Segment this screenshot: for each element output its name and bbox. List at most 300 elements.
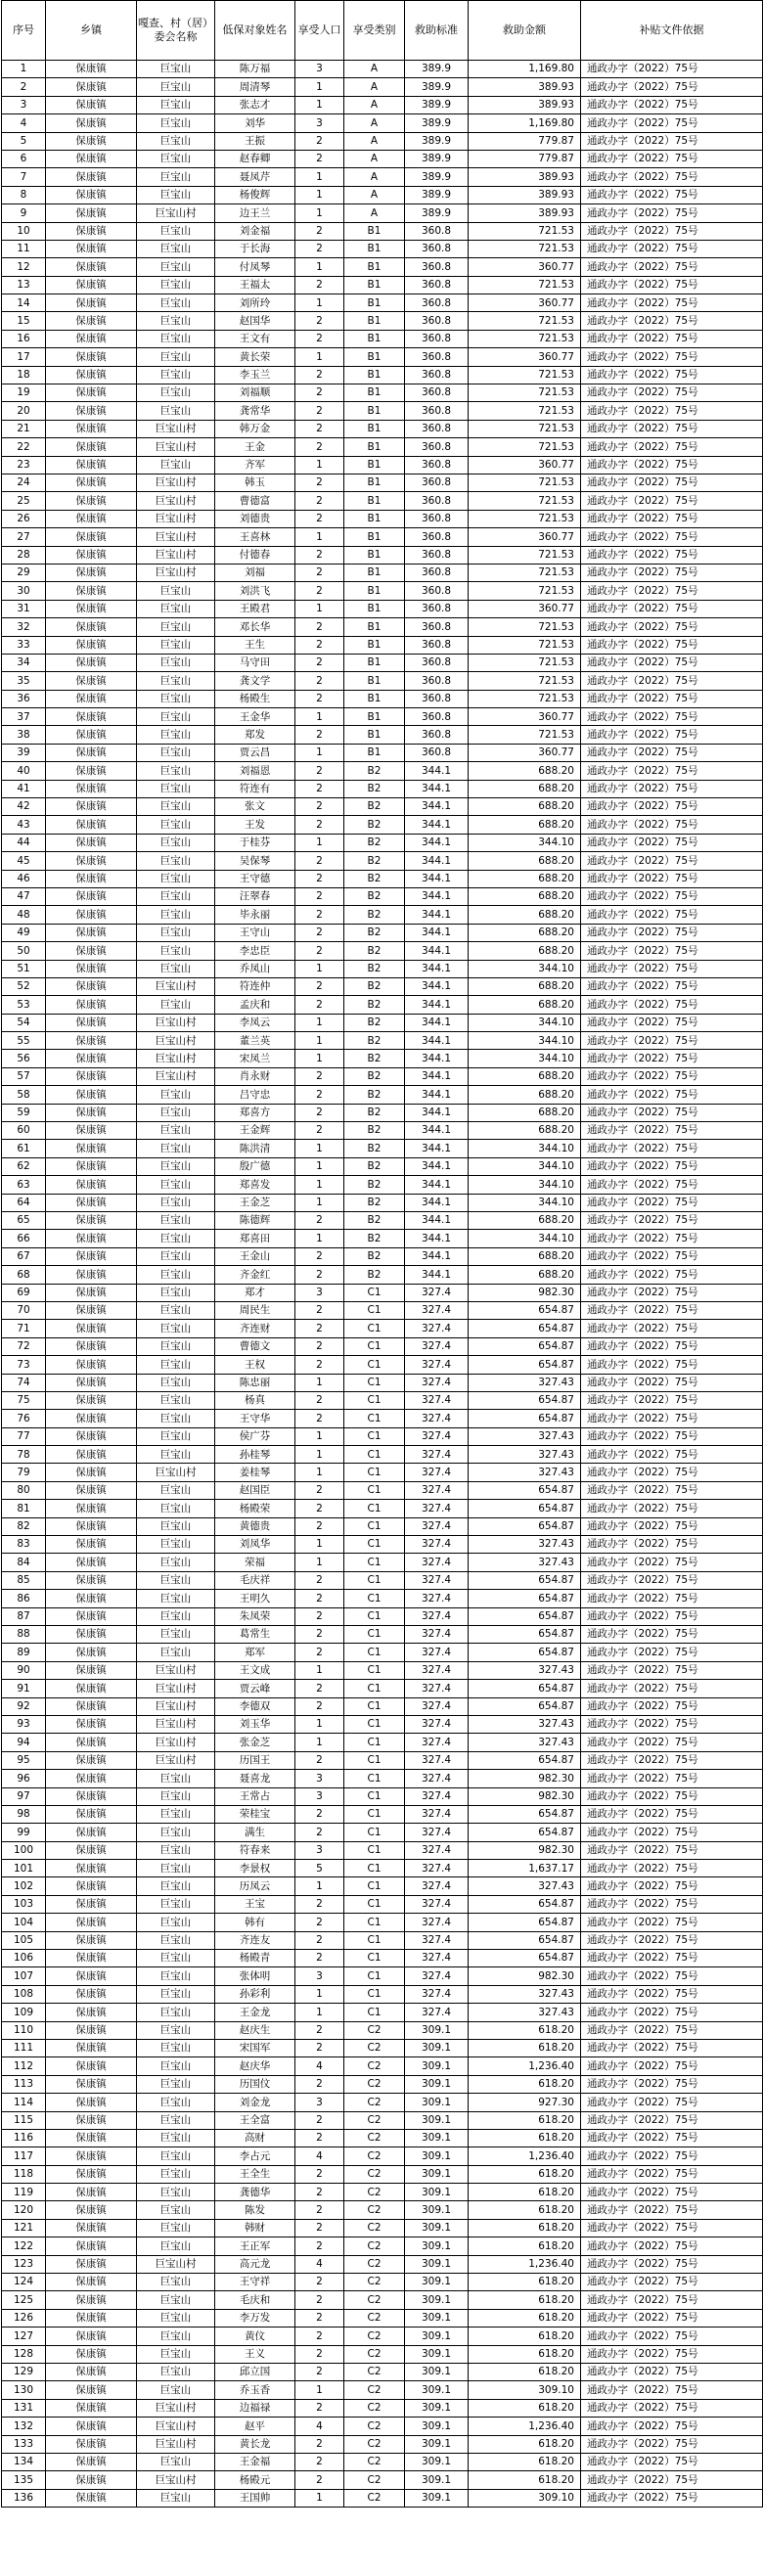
cell-standard: 344.1 [405,942,469,960]
table-row [2,1967,763,1985]
table-row [2,1715,763,1733]
cell-name: 陈洪清 [215,1140,295,1157]
cell-persons: 1 [295,78,344,96]
cell-standard: 327.4 [405,1517,469,1535]
cell-town: 保康镇 [46,1374,137,1391]
cell-standard: 309.1 [405,2327,469,2345]
table-row [2,2021,763,2039]
cell-standard: 344.1 [405,977,469,995]
cell-town: 保康镇 [46,960,137,977]
cell-name: 杨殿荣 [215,1500,295,1517]
cell-persons: 2 [295,942,344,960]
cell-seq: 86 [2,1590,46,1607]
cell-village: 巨宝山 [137,1481,215,1499]
cell-standard: 327.4 [405,2004,469,2021]
cell-village: 巨宝山 [137,2291,215,2309]
cell-standard: 327.4 [405,1644,469,1661]
cell-basis: 通政办字（2022）75号 [581,528,763,546]
cell-amount: 654.87 [469,1697,581,1715]
cell-village: 巨宝山 [137,1950,215,1967]
cell-category: A [344,186,405,203]
cell-seq: 56 [2,1050,46,1067]
cell-amount: 688.20 [469,942,581,960]
cell-village: 巨宝山 [137,2309,215,2327]
cell-town: 保康镇 [46,1212,137,1230]
table-row [2,1500,763,1517]
cell-basis: 通政办字（2022）75号 [581,2201,763,2219]
cell-category: B1 [344,690,405,707]
cell-persons: 3 [295,114,344,132]
cell-seq: 27 [2,528,46,546]
cell-standard: 360.8 [405,564,469,581]
cell-basis: 通政办字（2022）75号 [581,1247,763,1265]
cell-town: 保康镇 [46,1824,137,1841]
cell-name: 郑喜田 [215,1230,295,1247]
cell-category: B1 [344,276,405,294]
cell-town: 保康镇 [46,2418,137,2435]
cell-town: 保康镇 [46,2004,137,2021]
table-row [2,762,763,780]
cell-persons: 5 [295,1860,344,1877]
cell-town: 保康镇 [46,690,137,707]
cell-name: 于长海 [215,240,295,257]
cell-name: 历凤云 [215,1877,295,1895]
cell-name: 黄长龙 [215,2435,295,2453]
cell-seq: 134 [2,2453,46,2470]
table-row [2,1301,763,1319]
cell-village: 巨宝山 [137,2327,215,2345]
cell-persons: 4 [295,2057,344,2075]
cell-name: 郑发 [215,726,295,744]
cell-standard: 360.8 [405,366,469,384]
cell-persons: 1 [295,1194,344,1211]
cell-standard: 327.4 [405,1860,469,1877]
cell-village: 巨宝山 [137,222,215,240]
cell-name: 边王兰 [215,204,295,222]
cell-persons: 2 [295,438,344,456]
cell-category: C2 [344,2075,405,2093]
cell-standard: 360.8 [405,276,469,294]
cell-village: 巨宝山 [137,960,215,977]
cell-persons: 1 [295,1536,344,1554]
cell-basis: 通政办字（2022）75号 [581,2471,763,2489]
cell-basis: 通政办字（2022）75号 [581,2219,763,2237]
cell-seq: 119 [2,2184,46,2201]
cell-name: 毕永丽 [215,906,295,924]
cell-standard: 327.4 [405,1950,469,1967]
cell-standard: 344.1 [405,1176,469,1194]
cell-seq: 19 [2,384,46,402]
cell-name: 王宝 [215,1895,295,1913]
cell-amount: 688.20 [469,1086,581,1104]
cell-persons: 2 [295,1824,344,1841]
cell-village: 巨宝山村 [137,1067,215,1085]
cell-name: 王福太 [215,276,295,294]
cell-basis: 通政办字（2022）75号 [581,186,763,203]
cell-seq: 59 [2,1104,46,1121]
table-row [2,1374,763,1391]
cell-persons: 2 [295,1481,344,1499]
cell-village: 巨宝山 [137,186,215,203]
cell-basis: 通政办字（2022）75号 [581,2147,763,2165]
cell-seq: 70 [2,1301,46,1319]
cell-amount: 654.87 [469,1337,581,1355]
cell-name: 王守德 [215,870,295,887]
cell-basis: 通政办字（2022）75号 [581,1500,763,1517]
cell-category: B1 [344,348,405,366]
cell-standard: 389.9 [405,61,469,78]
cell-name: 贾云峰 [215,1680,295,1697]
cell-persons: 2 [295,1086,344,1104]
cell-town: 保康镇 [46,1446,137,1464]
cell-town: 保康镇 [46,348,137,366]
cell-name: 张体明 [215,1967,295,1985]
cell-seq: 101 [2,1860,46,1877]
cell-persons: 2 [295,906,344,924]
cell-seq: 47 [2,887,46,905]
cell-town: 保康镇 [46,2274,137,2291]
table-row [2,708,763,726]
cell-category: C2 [344,2255,405,2273]
cell-village: 巨宝山村 [137,492,215,510]
cell-amount: 688.20 [469,1212,581,1230]
cell-name: 曹德文 [215,1337,295,1355]
table-row [2,1337,763,1355]
cell-amount: 721.53 [469,474,581,491]
cell-seq: 20 [2,402,46,420]
cell-persons: 2 [295,2039,344,2056]
cell-standard: 327.4 [405,1410,469,1427]
cell-village: 巨宝山 [137,2381,215,2399]
cell-village: 巨宝山 [137,1931,215,1949]
cell-town: 保康镇 [46,1914,137,1931]
table-row [2,1086,763,1104]
cell-village: 巨宝山 [137,456,215,474]
header-town: 乡镇 [46,1,137,61]
cell-basis: 通政办字（2022）75号 [581,708,763,726]
cell-basis: 通政办字（2022）75号 [581,977,763,995]
cell-town: 保康镇 [46,1680,137,1697]
header-category: 享受类别 [344,1,405,61]
cell-amount: 688.20 [469,887,581,905]
cell-category: B1 [344,438,405,456]
cell-seq: 84 [2,1554,46,1571]
cell-basis: 通政办字（2022）75号 [581,2039,763,2056]
cell-name: 孙彩利 [215,1985,295,2003]
cell-seq: 15 [2,312,46,330]
cell-persons: 1 [295,600,344,617]
cell-town: 保康镇 [46,2201,137,2219]
cell-amount: 721.53 [469,636,581,654]
cell-name: 赵国臣 [215,1481,295,1499]
cell-amount: 688.20 [469,816,581,834]
cell-village: 巨宝山 [137,402,215,420]
table-row [2,690,763,707]
cell-amount: 327.43 [469,1464,581,1481]
cell-town: 保康镇 [46,1032,137,1050]
table-row [2,960,763,977]
cell-standard: 327.4 [405,1536,469,1554]
cell-category: B2 [344,1157,405,1175]
cell-standard: 327.4 [405,1320,469,1337]
cell-town: 保康镇 [46,2021,137,2039]
table-row [2,1410,763,1427]
cell-amount: 327.43 [469,1734,581,1751]
cell-category: B1 [344,330,405,347]
cell-persons: 2 [295,636,344,654]
cell-standard: 344.1 [405,1230,469,1247]
cell-standard: 344.1 [405,852,469,870]
cell-amount: 618.20 [469,2201,581,2219]
cell-standard: 327.4 [405,1931,469,1949]
cell-standard: 360.8 [405,312,469,330]
cell-category: B1 [344,294,405,312]
table-row [2,1212,763,1230]
cell-town: 保康镇 [46,2381,137,2399]
cell-village: 巨宝山 [137,1895,215,1913]
cell-seq: 77 [2,1427,46,1445]
cell-village: 巨宝山 [137,1247,215,1265]
cell-basis: 通政办字（2022）75号 [581,870,763,887]
cell-seq: 42 [2,798,46,816]
cell-name: 吴保琴 [215,852,295,870]
cell-seq: 6 [2,150,46,167]
cell-category: B2 [344,834,405,851]
cell-seq: 111 [2,2039,46,2056]
cell-standard: 309.1 [405,2201,469,2219]
cell-amount: 327.43 [469,1661,581,1679]
cell-basis: 通政办字（2022）75号 [581,1391,763,1409]
cell-standard: 344.1 [405,798,469,816]
cell-persons: 3 [295,1841,344,1859]
cell-amount: 618.20 [469,2111,581,2129]
cell-name: 龚德华 [215,2184,295,2201]
cell-basis: 通政办字（2022）75号 [581,258,763,276]
cell-category: C2 [344,2039,405,2056]
cell-seq: 22 [2,438,46,456]
cell-seq: 98 [2,1805,46,1823]
cell-basis: 通政办字（2022）75号 [581,1536,763,1554]
table-row [2,2004,763,2021]
table-row [2,887,763,905]
cell-seq: 4 [2,114,46,132]
cell-village: 巨宝山村 [137,2471,215,2489]
cell-seq: 64 [2,1194,46,1211]
table-row [2,2039,763,2056]
cell-seq: 97 [2,1787,46,1805]
cell-town: 保康镇 [46,600,137,617]
cell-persons: 1 [295,1715,344,1733]
table-row [2,2094,763,2111]
cell-amount: 721.53 [469,438,581,456]
cell-amount: 327.43 [469,1446,581,1464]
header-amount: 救助金额 [469,1,581,61]
cell-persons: 1 [295,708,344,726]
table-row [2,1284,763,1301]
cell-town: 保康镇 [46,744,137,761]
table-row [2,61,763,78]
cell-town: 保康镇 [46,1931,137,1949]
cell-persons: 2 [295,384,344,402]
cell-standard: 360.8 [405,258,469,276]
cell-persons: 2 [295,492,344,510]
cell-name: 姜桂琴 [215,1464,295,1481]
cell-seq: 43 [2,816,46,834]
cell-category: C1 [344,1536,405,1554]
table-row [2,780,763,797]
cell-name: 李忠臣 [215,942,295,960]
cell-name: 毛庆祥 [215,1571,295,1589]
cell-amount: 688.20 [469,906,581,924]
cell-basis: 通政办字（2022）75号 [581,852,763,870]
cell-persons: 2 [295,2453,344,2470]
cell-amount: 344.10 [469,1194,581,1211]
cell-town: 保康镇 [46,2399,137,2417]
cell-seq: 44 [2,834,46,851]
cell-village: 巨宝山 [137,1770,215,1787]
table-row [2,2147,763,2165]
cell-town: 保康镇 [46,582,137,600]
cell-seq: 25 [2,492,46,510]
cell-persons: 2 [295,1751,344,1769]
cell-basis: 通政办字（2022）75号 [581,1860,763,1877]
cell-category: A [344,132,405,150]
cell-persons: 2 [295,977,344,995]
cell-seq: 100 [2,1841,46,1859]
cell-amount: 344.10 [469,1157,581,1175]
table-row [2,2057,763,2075]
cell-town: 保康镇 [46,1787,137,1805]
cell-amount: 327.43 [469,1877,581,1895]
cell-village: 巨宝山 [137,744,215,761]
cell-village: 巨宝山 [137,672,215,690]
cell-seq: 136 [2,2489,46,2507]
table-row [2,2129,763,2147]
cell-town: 保康镇 [46,330,137,347]
cell-town: 保康镇 [46,384,137,402]
table-row [2,2184,763,2201]
cell-seq: 123 [2,2255,46,2273]
cell-village: 巨宝山 [137,1500,215,1517]
cell-town: 保康镇 [46,528,137,546]
cell-village: 巨宝山 [137,852,215,870]
cell-name: 孟庆和 [215,996,295,1014]
cell-standard: 327.4 [405,1715,469,1733]
cell-persons: 2 [295,1895,344,1913]
cell-standard: 344.1 [405,780,469,797]
cell-seq: 30 [2,582,46,600]
cell-village: 巨宝山村 [137,1032,215,1050]
cell-amount: 327.43 [469,1715,581,1733]
cell-seq: 109 [2,2004,46,2021]
cell-category: C1 [344,1805,405,1823]
cell-basis: 通政办字（2022）75号 [581,2255,763,2273]
cell-standard: 309.1 [405,2345,469,2363]
cell-basis: 通政办字（2022）75号 [581,1734,763,1751]
table-row [2,852,763,870]
cell-town: 保康镇 [46,1176,137,1194]
cell-village: 巨宝山 [137,996,215,1014]
cell-town: 保康镇 [46,1427,137,1445]
cell-name: 杨真 [215,1391,295,1409]
cell-standard: 327.4 [405,1985,469,2003]
cell-village: 巨宝山 [137,1086,215,1104]
cell-category: B2 [344,1122,405,1140]
table-row [2,492,763,510]
cell-seq: 112 [2,2057,46,2075]
table-row [2,204,763,222]
cell-amount: 1,169.80 [469,114,581,132]
cell-town: 保康镇 [46,977,137,995]
cell-village: 巨宝山村 [137,420,215,437]
cell-name: 王明久 [215,1590,295,1607]
table-row [2,2345,763,2363]
cell-category: B1 [344,564,405,581]
cell-village: 巨宝山 [137,870,215,887]
cell-basis: 通政办字（2022）75号 [581,942,763,960]
cell-name: 王金福 [215,2453,295,2470]
table-row [2,2418,763,2435]
cell-persons: 1 [295,1140,344,1157]
cell-seq: 89 [2,1644,46,1661]
cell-name: 李玉兰 [215,366,295,384]
cell-category: B2 [344,798,405,816]
cell-amount: 654.87 [469,1644,581,1661]
cell-persons: 3 [295,2094,344,2111]
cell-standard: 309.1 [405,2399,469,2417]
cell-persons: 2 [295,654,344,671]
cell-category: C1 [344,1877,405,1895]
cell-basis: 通政办字（2022）75号 [581,2004,763,2021]
cell-seq: 85 [2,1571,46,1589]
cell-persons: 1 [295,204,344,222]
cell-category: B2 [344,924,405,941]
cell-village: 巨宝山 [137,2453,215,2470]
cell-seq: 38 [2,726,46,744]
cell-amount: 721.53 [469,726,581,744]
cell-name: 赵庆华 [215,2057,295,2075]
cell-amount: 688.20 [469,870,581,887]
cell-town: 保康镇 [46,636,137,654]
table-row [2,1931,763,1949]
cell-seq: 75 [2,1391,46,1409]
cell-town: 保康镇 [46,1985,137,2003]
cell-town: 保康镇 [46,2111,137,2129]
table-row [2,1481,763,1499]
cell-amount: 721.53 [469,690,581,707]
cell-amount: 654.87 [469,1751,581,1769]
cell-standard: 327.4 [405,1284,469,1301]
cell-category: C1 [344,1391,405,1409]
table-row [2,366,763,384]
cell-seq: 11 [2,240,46,257]
cell-town: 保康镇 [46,996,137,1014]
cell-name: 王义 [215,2345,295,2363]
cell-town: 保康镇 [46,420,137,437]
cell-seq: 126 [2,2309,46,2327]
cell-persons: 2 [295,996,344,1014]
cell-name: 李景权 [215,1860,295,1877]
cell-category: A [344,78,405,96]
cell-category: C1 [344,1301,405,1319]
cell-town: 保康镇 [46,2219,137,2237]
cell-town: 保康镇 [46,294,137,312]
cell-persons: 1 [295,258,344,276]
cell-persons: 2 [295,2129,344,2147]
cell-village: 巨宝山 [137,78,215,96]
cell-amount: 721.53 [469,420,581,437]
cell-amount: 688.20 [469,977,581,995]
